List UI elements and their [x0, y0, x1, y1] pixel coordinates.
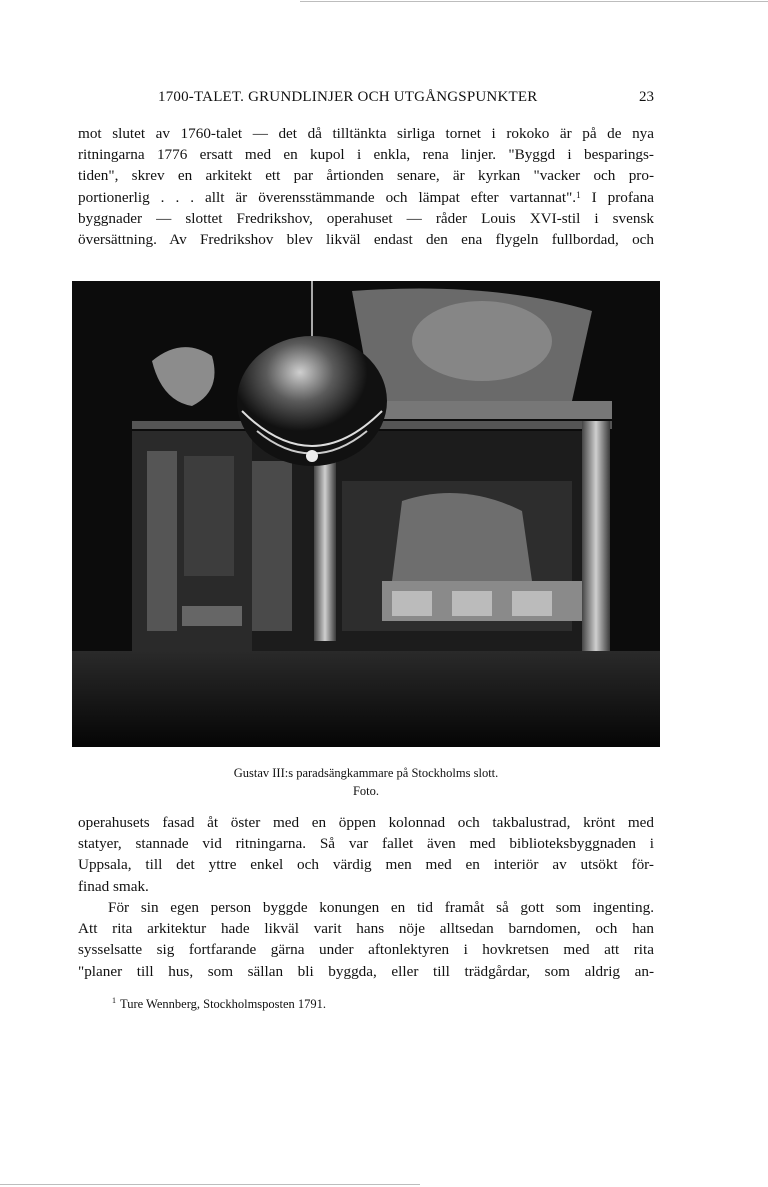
text-line: tiden", skrev en arkitekt ett par årtionden senare, är kyrkan "vacker och pro- [78, 167, 654, 185]
page-number: 23 [639, 89, 654, 105]
floor [72, 651, 660, 747]
paragraph-3 [78, 897, 654, 982]
column [582, 421, 610, 651]
running-title: 1700-TALET. GRUNDLINJER OCH UTGÅNGSPUNKTER [158, 89, 538, 105]
text-line-part: portionerlig . . . allt är överensstämmande och lämpat efter vartannat". [78, 188, 577, 206]
footnote-text: Ture Wennberg, Stockholmsposten 1791. [120, 997, 327, 1012]
bottom-rule [0, 1184, 420, 1185]
text-line: översättning. Av Fredrikshov blev likväl endast den ena flygeln fullbordad, och [78, 231, 654, 249]
footnote-ref[interactable]: 1 [576, 189, 581, 200]
caption-credit: Foto. [352, 784, 380, 798]
footnote-marker: 1 [112, 996, 116, 1005]
top-rule [300, 1, 768, 2]
text-line-part: I profana [580, 188, 654, 206]
text-line: finad smak. [78, 877, 149, 895]
text-line: byggnader — slottet Fredrikshov, operahuset — råder Louis XVI-stil i svensk [78, 209, 654, 227]
footnote [112, 996, 326, 1012]
text-line: mot slutet av 1760-talet — det då tilltänkta sirliga tornet i rokoko är på de nya [78, 125, 654, 142]
photo-illustration [72, 281, 660, 747]
text-line: Uppsala, till det yttre enkel och värdig men med en interiör av utsökt för- [78, 856, 654, 874]
wall-panel [147, 451, 177, 631]
text-line: statyer, stannade vid ritningarna. Så var fallet även med biblioteksbyggnaden i [78, 835, 654, 853]
running-header [78, 89, 654, 109]
bedchamber-photo [72, 281, 660, 747]
text-line: För sin egen person byggde konungen en tid framåt så gott som ingenting. [108, 899, 654, 916]
figure-caption [72, 764, 660, 800]
bed-canopy [392, 493, 532, 581]
side-table [182, 606, 242, 626]
text-line: Att rita arkitektur hade likväl varit hans nöje alltsedan barndomen, och han [78, 920, 654, 938]
caption-line: Gustav III:s paradsängkammare på Stockholms slott. [233, 766, 499, 780]
text-line: ritningarna 1776 ersatt med en kupol i enkla, rena linjer. "Byggd i besparings- [78, 146, 654, 164]
mirror [184, 456, 234, 576]
text-line: "planer till hus, som sällan bli byggda, eller till trädgårdar, som aldrig an- [78, 962, 654, 980]
paragraph-1 [78, 123, 654, 250]
text-line: sysselsatte sig fortfarande gärna under aftonlektyren i hovkretsen med att rita [78, 941, 654, 959]
text-line: operahusets fasad åt öster med en öppen kolonnad och takbalustrad, krönt med [78, 814, 654, 831]
wall-panel [252, 461, 292, 631]
column [314, 441, 336, 641]
paragraph-2 [78, 812, 654, 897]
text-line-with-footnote [78, 187, 654, 208]
